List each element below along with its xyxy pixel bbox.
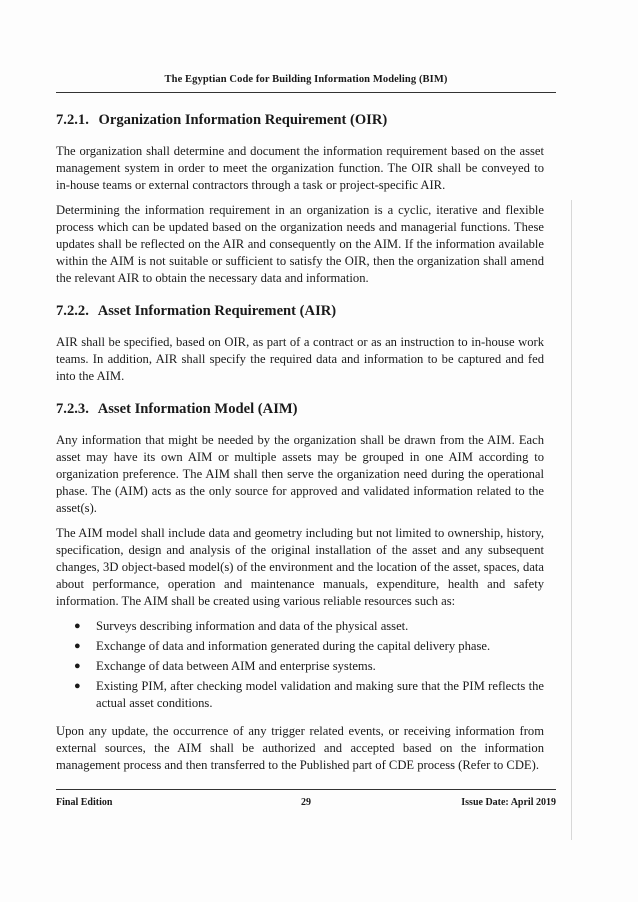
header-divider <box>56 92 556 93</box>
paragraph: Any information that might be needed by the organization shall be drawn from the AIM. Each asset may have its own AIM or multiple assets may be grouped in one AIM according to organization preference. The AIM shall then serve the organization need during the operational phase. The (AIM) acts as the only source for approved and validated information related to the asset(s). <box>56 433 544 515</box>
bullet-icon: ● <box>74 620 81 632</box>
section-title: Asset Information Model (AIM) <box>97 401 298 417</box>
section-number: 7.2.1. <box>56 112 89 128</box>
paragraph: The organization shall determine and document the information requirement based on the asset management system in order to meet the organization function. The OIR shall be conveyed to in-house teams or external contractors through a task or project-specific AIR. <box>56 144 544 192</box>
resource-list <box>56 618 544 712</box>
running-header: The Egyptian Code for Building Information Modeling (BIM) <box>164 74 448 85</box>
page-body <box>56 108 544 782</box>
list-item-text: Existing PIM, after checking model validation and making sure that the PIM reflects the actual asset conditions. <box>96 679 544 710</box>
bullet-icon: ● <box>74 660 81 672</box>
paragraph: AIR shall be specified, based on OIR, as part of a contract or as an instruction to in-house work teams. In addition, AIR shall specify the required data and information to be captured and fed into the AIM. <box>56 335 544 383</box>
section-heading-aim <box>56 399 544 419</box>
paragraph: Determining the information requirement in an organization is a cyclic, iterative and flexible process which can be updated based on the organization needs and managerial functions. These updates shall be reflected on the AIR and consequently on the AIM. If the information available within the AIM is not suitable or sufficient to satisfy the OIR, then the organization shall amend the relevant AIR to obtain the necessary data and information. <box>56 203 544 285</box>
list-item <box>56 618 544 635</box>
section-heading-oir <box>56 110 544 130</box>
footer-divider <box>56 789 556 790</box>
bullet-icon: ● <box>74 680 81 692</box>
list-item-text: Exchange of data between AIM and enterprise systems. <box>96 659 376 673</box>
section-number: 7.2.2. <box>56 303 89 319</box>
paragraph: Upon any update, the occurrence of any trigger related events, or receiving information from external sources, the AIM shall be authorized and accepted based on the information management process and then transferred to the Published part of CDE process (Refer to CDE). <box>56 724 544 772</box>
page-number: 29 <box>301 797 311 808</box>
section-title: Organization Information Requirement (OIR) <box>98 112 388 128</box>
issue-date: Issue Date: April 2019 <box>461 797 556 808</box>
bullet-icon: ● <box>74 640 81 652</box>
paragraph: The AIM model shall include data and geometry including but not limited to ownership, history, specification, design and analysis of the original installation of the asset and any subsequent changes, 3D object-based model(s) of the environment and the location of the asset, spaces, data about performance, operation and maintenance manuals, expenditure, health and safety information. The AIM shall be created using various reliable resources such as: <box>56 526 544 608</box>
edition-label: Final Edition <box>56 797 113 808</box>
list-item <box>56 658 544 675</box>
list-item-text: Surveys describing information and data of the physical asset. <box>96 619 409 633</box>
section-heading-air <box>56 301 544 321</box>
scan-edge-line <box>571 200 572 840</box>
list-item-text: Exchange of data and information generated during the capital delivery phase. <box>96 639 491 653</box>
section-number: 7.2.3. <box>56 401 89 417</box>
list-item <box>56 678 544 712</box>
list-item <box>56 638 544 655</box>
section-title: Asset Information Requirement (AIR) <box>97 303 337 319</box>
